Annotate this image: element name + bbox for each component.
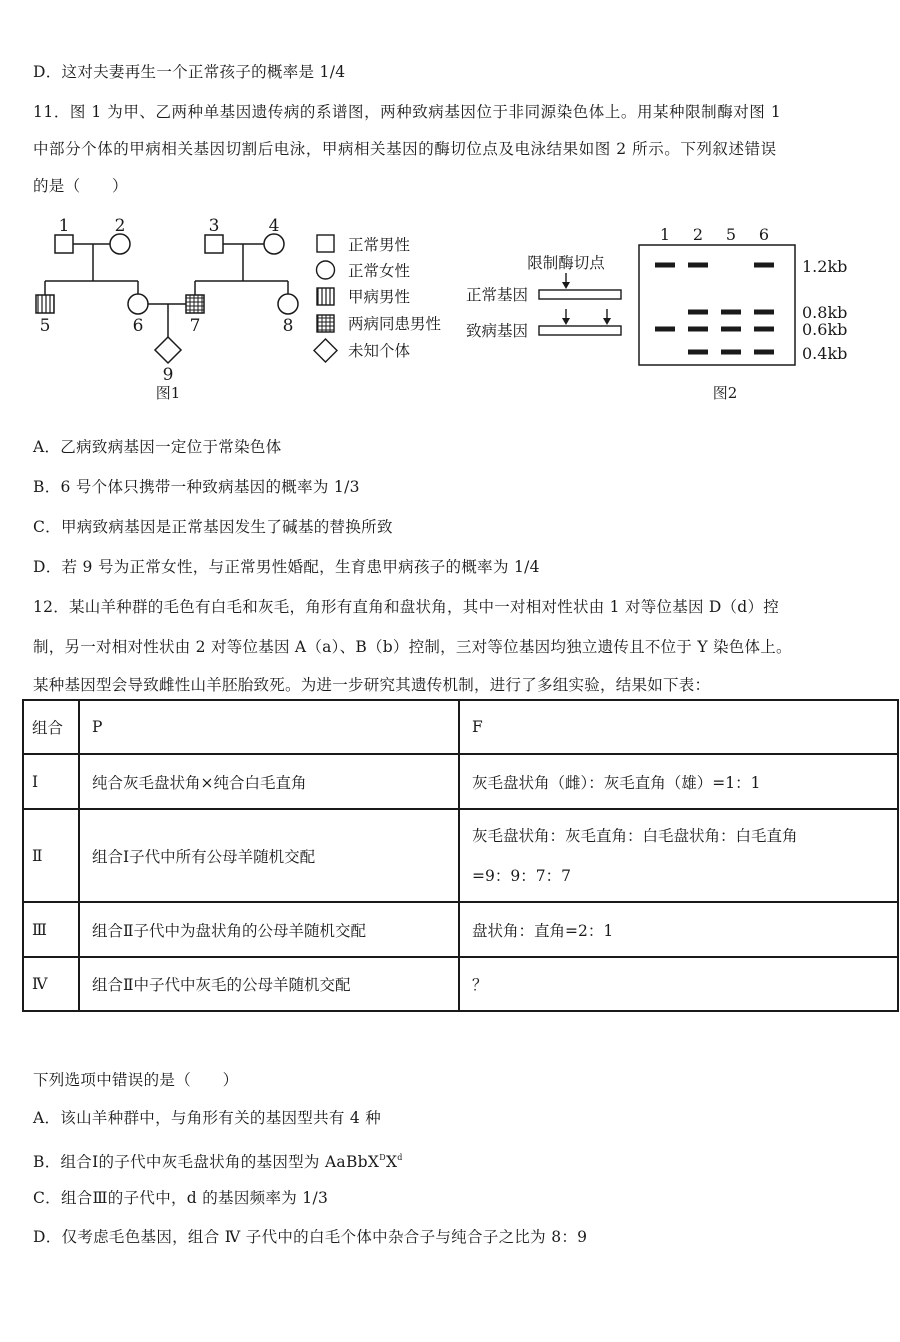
label-individual-1: 1 xyxy=(58,216,70,236)
gel-band-lane-6-0.4kb xyxy=(754,350,774,355)
q12-option-b xyxy=(33,1148,403,1172)
q11-stem-line-2: 中部分个体的甲病相关基因切割后电泳，甲病相关基因的酶切位点及电泳结果如图 2 所示。下列叙述错误 xyxy=(33,140,777,158)
cell-f-line-1: 灰毛盘状角：灰毛直角：白毛盘状角：白毛直角 xyxy=(472,826,798,845)
cell-f: 灰毛盘状角（雌）：灰毛直角（雄）=1：1 xyxy=(459,754,898,809)
arrow-down-icon xyxy=(562,309,570,325)
cell-p: 组合Ⅱ子代中为盘状角的公母羊随机交配 xyxy=(79,902,459,957)
cell-f: ？ xyxy=(459,957,898,1011)
q12-prompt: 下列选项中错误的是（ ） xyxy=(33,1071,239,1089)
q11-option-c: C．甲病致病基因是正常基因发生了碱基的替换所致 xyxy=(33,518,393,536)
prev-option-d: D．这对夫妻再生一个正常孩子的概率是 1/4 xyxy=(33,63,346,81)
legend-label-normal-male: 正常男性 xyxy=(348,236,411,254)
cell-group: Ⅳ xyxy=(23,957,79,1011)
table-row xyxy=(23,754,898,809)
label-individual-8: 8 xyxy=(282,316,294,336)
normal-gene-label: 正常基因 xyxy=(466,286,529,304)
gel-band-lane-2-0.8kb xyxy=(688,310,708,315)
band-size-label: 0.6kb xyxy=(802,320,848,339)
band-size-label: 0.4kb xyxy=(802,344,848,363)
gel-band-lane-2-0.6kb xyxy=(688,327,708,332)
band-size-label: 1.2kb xyxy=(802,257,848,276)
label-individual-7: 7 xyxy=(189,316,201,336)
disease-gene-bar xyxy=(539,326,621,335)
label-individual-5: 5 xyxy=(39,316,51,336)
disease-gene-label: 致病基因 xyxy=(466,322,529,340)
cell-p: 纯合灰毛盘状角×纯合白毛直角 xyxy=(79,754,459,809)
lane-label-1: 1 xyxy=(659,225,671,244)
cell-group: Ⅰ xyxy=(23,754,79,809)
arrow-down-icon xyxy=(603,309,611,325)
table-header-row xyxy=(23,700,898,754)
q12-stem-line-2: 制，另一对相对性状由 2 对等位基因 A（a）、B（b）控制，三对等位基因均独立遗传且不位于 Y 染色体上。 xyxy=(33,638,792,656)
gel-band-lane-1-0.6kb xyxy=(655,327,675,332)
figure2-gel xyxy=(0,0,900,420)
band-size-label: 0.8kb xyxy=(802,303,848,322)
q11-stem-line-3: 的是（ ） xyxy=(33,177,128,195)
q11-option-b: B．6 号个体只携带一种致病基因的概率为 1/3 xyxy=(33,478,360,496)
cell-p: 组合Ⅰ子代中所有公母羊随机交配 xyxy=(79,809,459,902)
cell-p: 组合Ⅱ中子代中灰毛的公母羊随机交配 xyxy=(79,957,459,1011)
label-individual-2: 2 xyxy=(114,216,126,236)
q12-option-a: A．该山羊种群中，与角形有关的基因型共有 4 种 xyxy=(33,1109,382,1127)
header-f: F xyxy=(459,700,898,754)
figure2-caption: 图2 xyxy=(712,384,738,402)
legend-label-both-diseases-male: 两病同患男性 xyxy=(348,315,442,333)
cell-group: Ⅲ xyxy=(23,902,79,957)
q11-stem-line-1: 11．图 1 为甲、乙两种单基因遗传病的系谱图，两种致病基因位于非同源染色体上。用某种限制酶对图 1 xyxy=(33,103,782,121)
q12-stem-line-3: 某种基因型会导致雌性山羊胚胎致死。为进一步研究其遗传机制，进行了多组实验，结果如下表： xyxy=(33,676,711,694)
q11-option-d: D．若 9 号为正常女性，与正常男性婚配，生育患甲病孩子的概率为 1/4 xyxy=(33,558,540,576)
normal-gene-bar xyxy=(539,290,621,299)
q11-option-a: A．乙病致病基因一定位于常染色体 xyxy=(33,438,282,456)
table-row xyxy=(23,957,898,1011)
label-individual-3: 3 xyxy=(208,216,220,236)
cell-f-line-2: =9：9：7：7 xyxy=(472,866,571,885)
gel-band-lane-2-0.4kb xyxy=(688,350,708,355)
label-individual-6: 6 xyxy=(132,316,144,336)
gel-band-lane-5-0.4kb xyxy=(721,350,741,355)
cell-f: 盘状角：直角=2：1 xyxy=(459,902,898,957)
legend-label-disease-a-male: 甲病男性 xyxy=(348,288,411,306)
legend-label-normal-female: 正常女性 xyxy=(348,262,411,280)
label-individual-9: 9 xyxy=(162,365,174,385)
q12-option-b-text: B．组合Ⅰ的子代中灰毛盘状角的基因型为 AaBbX xyxy=(33,1153,380,1171)
table-row xyxy=(23,902,898,957)
superscript-d-lower: d xyxy=(397,1153,403,1162)
gel-band-lane-6-0.6kb xyxy=(754,327,774,332)
q12-option-c: C．组合Ⅲ的子代中，d 的基因频率为 1/3 xyxy=(33,1189,329,1207)
q12-stem-line-1: 12．某山羊种群的毛色有白毛和灰毛，角形有直角和盘状角，其中一对相对性状由 1 对等位基因 D（d）控 xyxy=(33,598,779,616)
gel-band-lane-2-1.2kb xyxy=(688,263,708,268)
header-group: 组合 xyxy=(23,700,79,754)
header-p: P xyxy=(79,700,459,754)
gel-band-lane-5-0.6kb xyxy=(721,327,741,332)
gel-band-lane-6-0.8kb xyxy=(754,310,774,315)
label-individual-4: 4 xyxy=(268,216,280,236)
legend-label-unknown: 未知个体 xyxy=(348,342,411,360)
cut-site-label: 限制酶切点 xyxy=(527,254,605,272)
lane-label-2: 2 xyxy=(692,225,704,244)
gel-band-lane-1-1.2kb xyxy=(655,263,675,268)
results-table xyxy=(22,699,899,1012)
superscript-d-upper: D xyxy=(379,1153,386,1162)
table-row xyxy=(23,809,898,902)
figure1-caption: 图1 xyxy=(155,384,181,402)
q12-option-b-x: X xyxy=(385,1153,398,1171)
arrow-down-icon xyxy=(562,273,570,289)
lane-label-6: 6 xyxy=(758,225,770,244)
lane-label-5: 5 xyxy=(725,225,737,244)
cell-f xyxy=(459,809,898,902)
q12-option-d: D．仅考虑毛色基因，组合 Ⅳ 子代中的白毛个体中杂合子与纯合子之比为 8：9 xyxy=(33,1228,588,1246)
gel-band-lane-5-0.8kb xyxy=(721,310,741,315)
gel-band-lane-6-1.2kb xyxy=(754,263,774,268)
cell-group: Ⅱ xyxy=(23,809,79,902)
